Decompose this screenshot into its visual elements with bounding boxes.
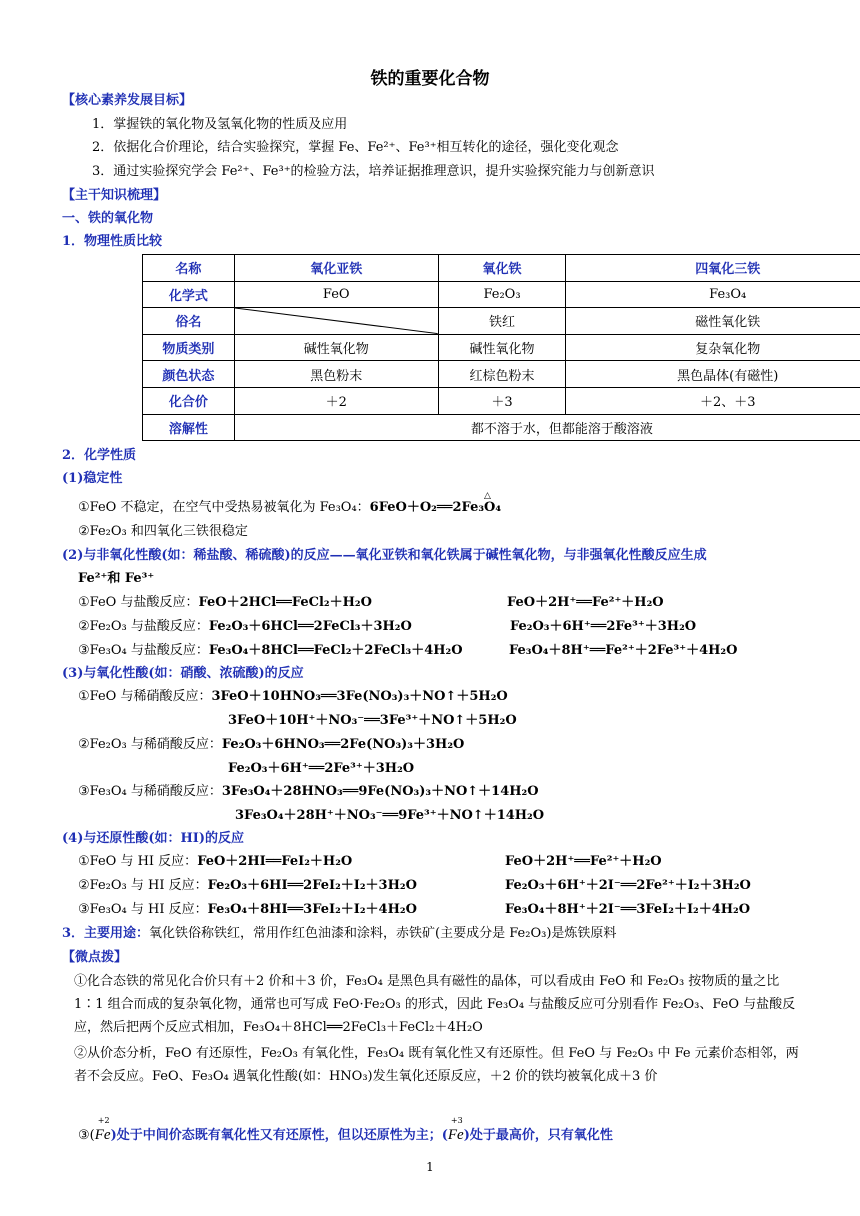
table-row [143, 414, 860, 441]
ionic-equation: Fe₂O₃＋6H⁺══2Fe³⁺＋3H₂O [228, 761, 415, 776]
stability-title: (1)稳定性 [62, 471, 123, 486]
row-label: 颜色状态 [143, 361, 235, 388]
table-header-cell: 名称 [143, 255, 235, 282]
ionic-equation: Fe₂O₃＋6H⁺＋2I⁻══2Fe²⁺＋I₂＋3H₂O [505, 878, 751, 893]
table-header-cell: 四氧化三铁 [566, 255, 860, 282]
table-cell: 碱性氧化物 [438, 334, 566, 361]
row-label: 俗名 [143, 308, 235, 335]
tip3-middle: )处于中间价态既有氧化性又有还原性，但以还原性为主；( [110, 1128, 448, 1143]
table-cell: ＋2 [234, 387, 438, 414]
reaction-equation: Fe₂O₃＋6HNO₃══2Fe(NO₃)₃＋3H₂O [221, 737, 465, 752]
table-row [143, 361, 860, 388]
table-cell: Fe₂O₃ [438, 281, 566, 308]
table-row [143, 387, 860, 414]
ionic-equation: Fe₂O₃＋6H⁺══2Fe³⁺＋3H₂O [510, 619, 697, 634]
reaction-line [78, 688, 508, 706]
uses-text: 氧化铁俗称铁红，常用作红色油漆和涂料，赤铁矿(主要成分是 Fe₂O₃)是炼铁原料 [149, 926, 617, 941]
ionic-equation: 3Fe₃O₄＋28H⁺＋NO₃⁻══9Fe³⁺＋NO↑＋14H₂O [235, 808, 545, 823]
properties-table [142, 254, 860, 441]
stability-text: ①FeO 不稳定，在空气中受热易被氧化为 Fe₃O₄： [78, 500, 370, 515]
tips-header: 【微点拨】 [62, 950, 128, 965]
fe-plus3-symbol [447, 1116, 464, 1145]
reaction-line [78, 618, 412, 636]
nonox-acid-title: (2)与非氧化性酸(如：稀盐酸、稀硫酸)的反应——氧化亚铁和氧化铁属于碱性氧化物，与非强氧化性酸反应生成 [62, 548, 707, 563]
reaction-text: ③Fe₃O₄ 与盐酸反应： [78, 643, 209, 658]
fe-symbol: Fe [94, 1127, 111, 1143]
tip-paragraph: ①化合态铁的常见化合价只有＋2 价和＋3 价，Fe₃O₄ 是黑色具有磁性的晶体，可以看成由 FeO 和 Fe₂O₃ 按物质的量之比 1∶1 组合而成的复杂氧化物，通常也可写成 FeO·Fe₂O₃ 的形式，因此 Fe₃O₄ 与盐酸反应可分别看作 Fe₂O₃、FeO 与盐酸反应，然后把两个反应式相加，Fe₃O₄＋8HCl══2FeCl₃＋FeCl₂＋4H₂O [74, 974, 796, 1035]
reaction-text: ①FeO 与 HI 反应： [78, 854, 198, 869]
ox-acid-title: (3)与氧化性酸(如：硝酸、浓硫酸)的反应 [62, 666, 304, 681]
goal-item: 3．通过实验探究学会 Fe²⁺、Fe³⁺的检验方法，培养证据推理意识，提升实验探究能力与创新意识 [92, 164, 655, 179]
row-label: 化合价 [143, 387, 235, 414]
reaction-line [78, 877, 417, 895]
ionic-equation: FeO＋2H⁺══Fe²⁺＋H₂O [505, 854, 662, 869]
table-cell: 黑色粉末 [234, 361, 438, 388]
valence-label: +3 [450, 1116, 463, 1125]
red-acid-title: (4)与还原性酸(如：HI)的反应 [62, 831, 245, 846]
reaction-line [78, 853, 352, 871]
row-label: 物质类别 [143, 334, 235, 361]
reaction-equation: Fe₃O₄＋8HCl══FeCl₂＋2FeCl₃＋4H₂O [208, 643, 463, 658]
table-cell: 铁红 [438, 308, 566, 335]
reaction-line [78, 642, 463, 660]
reaction-line [78, 594, 372, 612]
goal-item: 1．掌握铁的氧化物及氢氧化物的性质及应用 [92, 117, 348, 132]
subsection-heading: 2．化学性质 [62, 448, 137, 463]
row-label: 溶解性 [143, 414, 235, 441]
tip3-prefix: ③( [78, 1128, 95, 1143]
ionic-equation: FeO＋2H⁺══Fe²⁺＋H₂O [507, 595, 664, 610]
ionic-equation: Fe₃O₄＋8H⁺＋2I⁻══3FeI₂＋I₂＋4H₂O [505, 902, 751, 917]
reaction-text: ①FeO 与盐酸反应： [78, 595, 199, 610]
uses-label: 3．主要用途： [62, 926, 150, 941]
table-cell: 碱性氧化物 [234, 334, 438, 361]
tip-line-3 [78, 1116, 613, 1145]
reaction-equation: FeO＋2HI══FeI₂＋H₂O [197, 854, 353, 869]
stability-equation: 6FeO＋O₂══2Fe₃O₄ [369, 500, 502, 515]
table-row [143, 308, 860, 335]
heat-condition-icon: △ [484, 491, 491, 501]
stability-line-1 [78, 499, 501, 517]
reaction-equation: Fe₂O₃＋6HCl══2FeCl₃＋3H₂O [208, 619, 412, 634]
table-cell: Fe₃O₄ [566, 281, 860, 308]
reaction-text: ②Fe₂O₃ 与稀硝酸反应： [78, 737, 222, 752]
nonox-acid-title-cont: Fe²⁺和 Fe³⁺ [78, 571, 155, 586]
fe-symbol: Fe [447, 1127, 464, 1143]
table-cell: ＋3 [438, 387, 566, 414]
ionic-equation: Fe₃O₄＋8H⁺══Fe²⁺＋2Fe³⁺＋4H₂O [509, 643, 738, 658]
reaction-equation: FeO＋2HCl══FeCl₂＋H₂O [198, 595, 372, 610]
main-knowledge-header: 【主干知识梳理】 [62, 188, 167, 203]
reaction-line [78, 901, 417, 919]
table-span-cell: 都不溶于水，但都能溶于酸溶液 [234, 414, 860, 441]
reaction-equation: Fe₃O₄＋8HI══3FeI₂＋I₂＋4H₂O [207, 902, 417, 917]
reaction-equation: 3Fe₃O₄＋28HNO₃══9Fe(NO₃)₃＋NO↑＋14H₂O [221, 784, 539, 799]
reaction-text: ②Fe₂O₃ 与盐酸反应： [78, 619, 209, 634]
empty-diagonal-cell [234, 308, 438, 335]
reaction-text: ③Fe₃O₄ 与稀硝酸反应： [78, 784, 222, 799]
reaction-text: ③Fe₃O₄ 与 HI 反应： [78, 902, 208, 917]
table-row [143, 334, 860, 361]
table-cell: 复杂氧化物 [566, 334, 860, 361]
table-cell: ＋2、＋3 [566, 387, 860, 414]
reaction-equation: Fe₂O₃＋6HI══2FeI₂＋I₂＋3H₂O [207, 878, 417, 893]
table-cell: FeO [234, 281, 438, 308]
ionic-equation: 3FeO＋10H⁺＋NO₃⁻══3Fe³⁺＋NO↑＋5H₂O [228, 713, 517, 728]
row-label: 化学式 [143, 281, 235, 308]
reaction-line [78, 783, 539, 801]
table-cell: 红棕色粉末 [438, 361, 566, 388]
fe-plus2-symbol [94, 1116, 111, 1145]
table-header-cell: 氧化铁 [438, 255, 566, 282]
reaction-text: ②Fe₂O₃ 与 HI 反应： [78, 878, 208, 893]
uses-line [62, 925, 616, 943]
table-cell: 磁性氧化铁 [566, 308, 860, 335]
reaction-equation: 3FeO＋10HNO₃══3Fe(NO₃)₃＋NO↑＋5H₂O [211, 689, 508, 704]
table-row [143, 281, 860, 308]
section-heading: 一、铁的氧化物 [62, 211, 154, 226]
table-cell: 黑色晶体(有磁性) [566, 361, 860, 388]
tip-paragraph: ②从价态分析，FeO 有还原性，Fe₂O₃ 有氧化性，Fe₃O₄ 既有氧化性又有还原性。但 FeO 与 Fe₂O₃ 中 Fe 元素价态相邻，两者不会反应。FeO、Fe₃O₄ 遇氧化性酸(如：HNO₃)发生氧化还原反应，＋2 价的铁均被氧化成＋3 价 [74, 1046, 799, 1084]
page-title: 铁的重要化合物 [370, 69, 490, 89]
subsection-heading: 1．物理性质比较 [62, 234, 163, 249]
tip3-end: )处于最高价，只有氧化性 [463, 1128, 613, 1143]
table-header-cell: 氧化亚铁 [234, 255, 438, 282]
page-number: 1 [426, 1160, 434, 1174]
core-goals-header: 【核心素养发展目标】 [62, 93, 193, 108]
reaction-text: ①FeO 与稀硝酸反应： [78, 689, 212, 704]
goal-item: 2．依据化合价理论，结合实验探究，掌握 Fe、Fe²⁺、Fe³⁺相互转化的途径，强化变化观念 [92, 140, 619, 155]
reaction-line [78, 736, 464, 754]
valence-label: +2 [97, 1116, 110, 1125]
stability-line-2: ②Fe₂O₃ 和四氧化三铁很稳定 [78, 524, 248, 539]
table-header-row [143, 255, 860, 282]
